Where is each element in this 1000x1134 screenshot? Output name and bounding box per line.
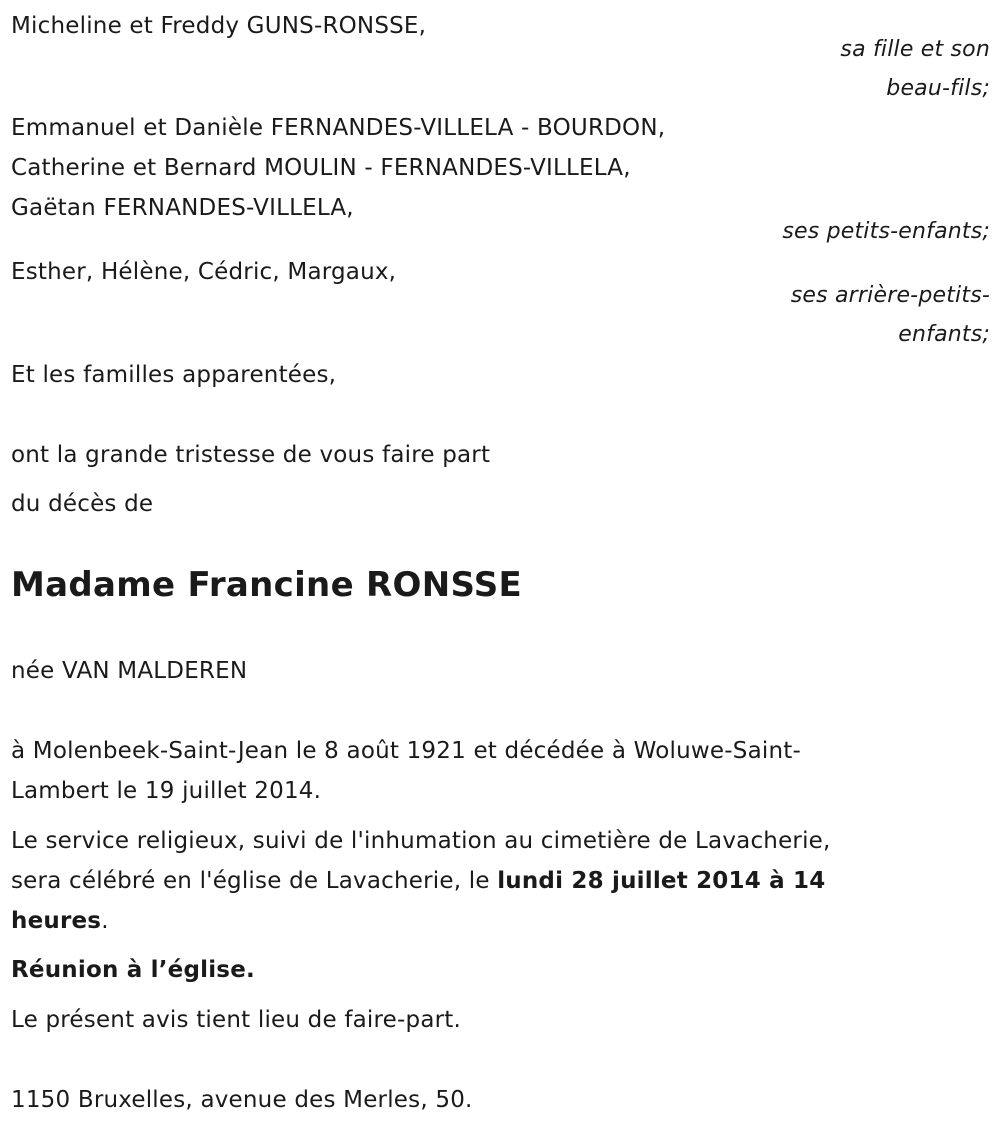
great-grandchildren-relation-line1: ses arrière-petits- [790,283,990,308]
great-grandchildren-relation-line2: enfants; [898,322,990,347]
grandchild-names-3: Gaëtan FERNANDES-VILLELA, [11,195,354,221]
service-line3 [11,901,109,941]
parents-relation-line2: beau-fils; [886,76,990,101]
announcement-line1: ont la grande tristesse de vous faire part [11,442,491,468]
birth-death-line1: à Molenbeek-Saint-Jean le 8 août 1921 et décédée à Woluwe-Saint- [11,738,801,764]
birth-death-line2: Lambert le 19 juillet 2014. [11,778,322,804]
service-hours: heures [11,908,102,934]
announcement-line2: du décès de [11,491,154,517]
great-grandchildren-names: Esther, Hélène, Cédric, Margaux, [11,259,397,285]
service-line1: Le service religieux, suivi de l'inhumation au cimetière de Lavacherie, [11,828,831,854]
grandchildren-relation: ses petits-enfants; [782,219,990,244]
service-line3-suffix: . [101,908,109,934]
parents-relation-line1: sa fille et son [840,37,990,62]
service-date: lundi 28 juillet 2014 à 14 [497,868,826,894]
grandchild-names-2: Catherine et Bernard MOULIN - FERNANDES-VILLELA, [11,155,631,181]
families-line: Et les familles apparentées, [11,362,337,388]
parents-names: Micheline et Freddy GUNS-RONSSE, [11,13,427,39]
meeting-line: Réunion à l’église. [11,957,255,983]
grandchild-names-1: Emmanuel et Danièle FERNANDES-VILLELA - BOURDON, [11,115,666,141]
address-line: 1150 Bruxelles, avenue des Merles, 50. [11,1087,473,1113]
service-line2-prefix: sera célébré en l'église de Lavacherie, le [11,868,498,894]
notice-line: Le présent avis tient lieu de faire-part. [11,1007,462,1033]
service-line2 [11,861,825,901]
maiden-name: née VAN MALDEREN [11,658,248,684]
deceased-name: Madame Francine RONSSE [11,565,523,605]
